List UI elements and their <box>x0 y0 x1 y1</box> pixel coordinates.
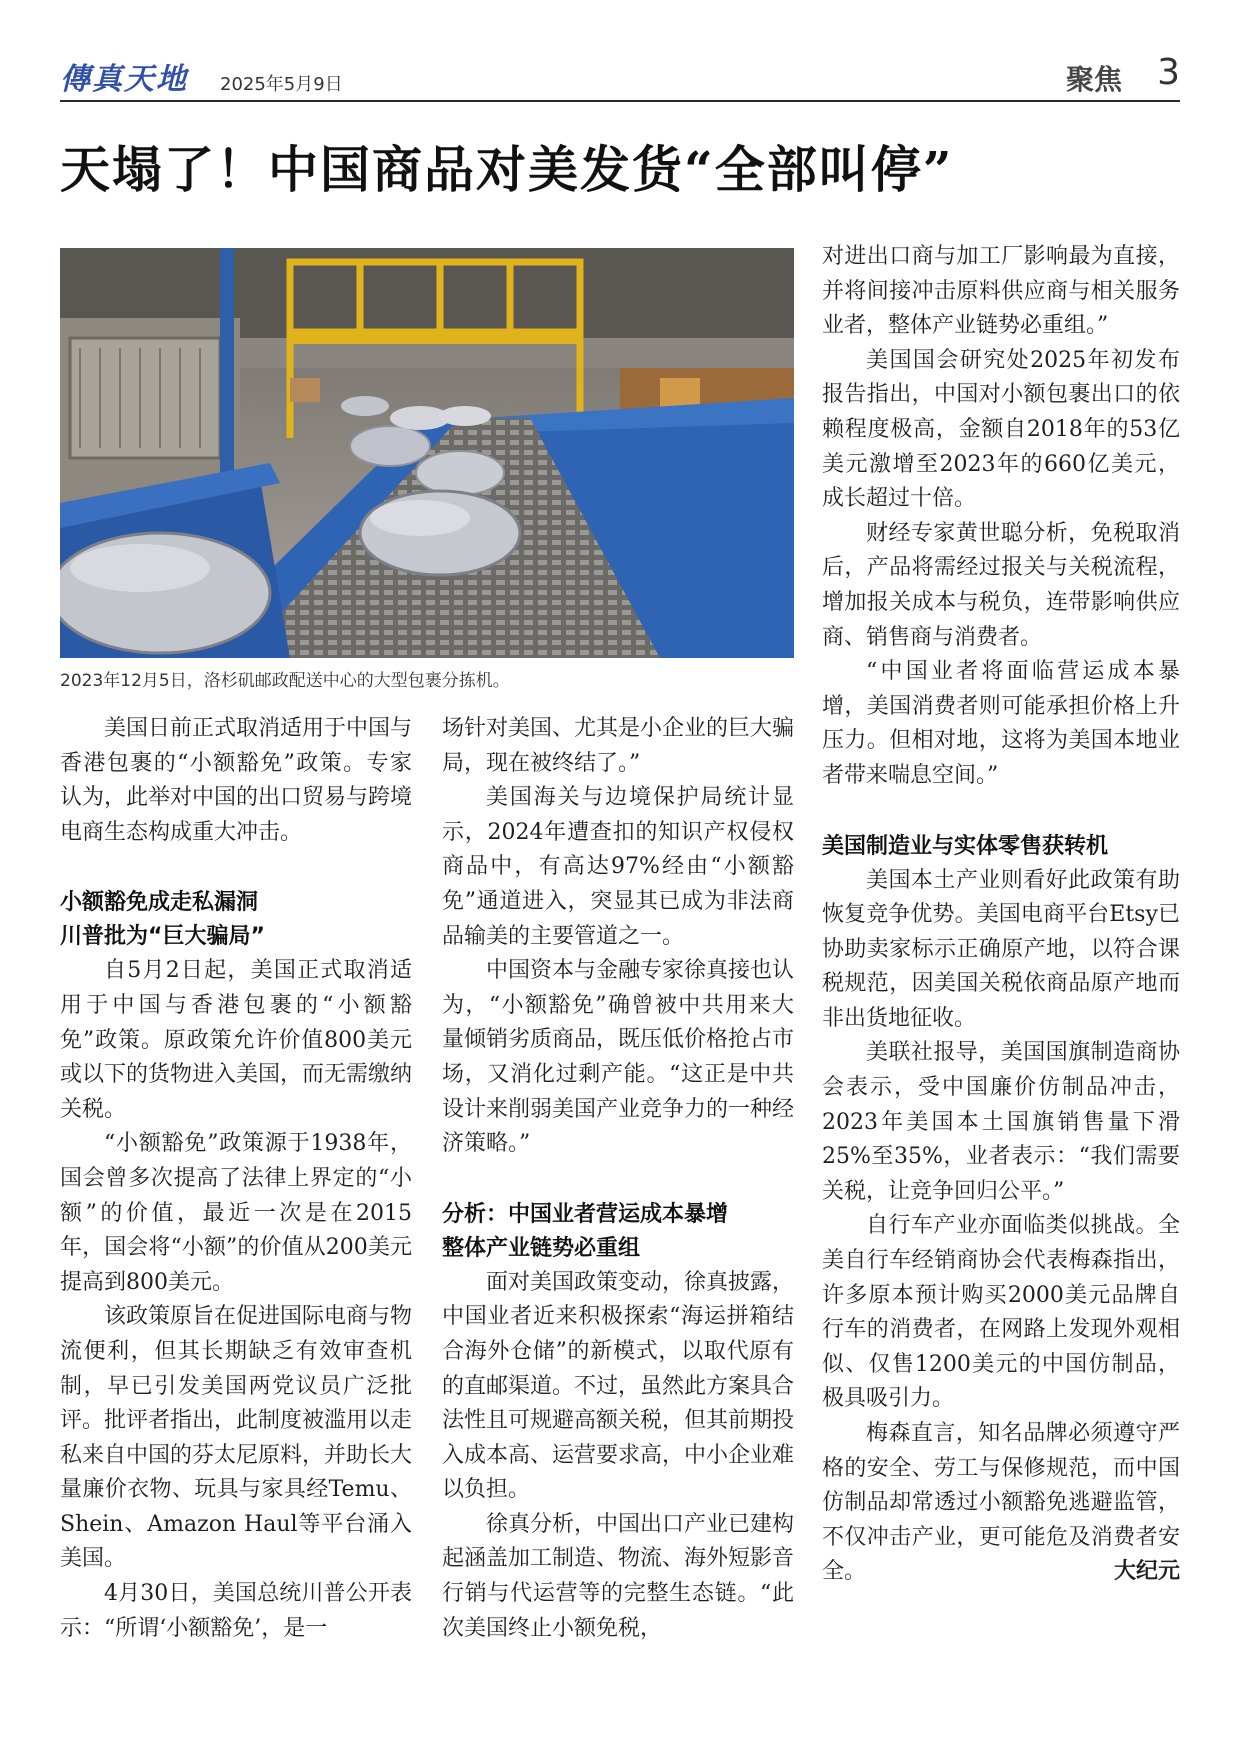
photo-caption: 2023年12月5日，洛杉矶邮政配送中心的大型包裹分拣机。 <box>60 671 510 691</box>
subheading-3: 美国制造业与实体零售获转机 <box>822 833 1109 859</box>
sorting-conveyor-illustration <box>60 248 794 658</box>
body-paragraph: 美联社报导，美国国旗制造商协会表示，受中国廉价仿制品冲击，2023年美国本土国旗销售量下滑25%至35%，业者表示：“我们需要关税，让竞争回归公平。” <box>822 1040 1180 1204</box>
body-paragraph: 财经专家黄世聪分析，免税取消后，产品将需经过报关与关税流程，增加报关成本与税负，连带影响供应商、销售商与消费者。 <box>822 520 1180 650</box>
body-paragraph: 中国资本与金融专家徐真接也认为，“小额豁免”确曾被中共用来大量倾销劣质商品，既压低价格抢占市场，又消化过剩产能。“这正是中共设计来削弱美国产业竞争力的一种经济策略。” <box>442 958 795 1157</box>
body-paragraph: 美国本土产业则看好此政策有助恢复竞争优势。美国电商平台Etsy已协助卖家标示正确原产地，以符合课税规范，因美国关税依商品原产地而非出货地征收。 <box>822 867 1180 1031</box>
page-number: 3 <box>1157 52 1180 93</box>
article-column-3 <box>822 240 1180 1590</box>
subheading-2-line-1: 分析：中国业者营运成本暴增 <box>442 1201 729 1227</box>
byline: 大纪元 <box>1113 1559 1180 1585</box>
article-photo <box>60 248 794 658</box>
intro-paragraph: 美国日前正式取消适用于中国与香港包裹的“小额豁免”政策。专家认为，此举对中国的出口贸易与跨境电商生态构成重大冲击。 <box>60 716 413 845</box>
body-paragraph: 徐真分析，中国出口产业已建构起涵盖加工制造、物流、海外短影音行销与代运营等的完整生态链。“此次美国终止小额免税， <box>442 1511 795 1641</box>
subheading-1-line-2: 川普批为“巨大骗局” <box>60 924 265 950</box>
body-paragraph: “小额豁免”政策源于1938年，国会曾多次提高了法律上界定的“小额”的价值，最近一次是在2015年，国会将“小额”的价值从200美元提高到800美元。 <box>60 1131 412 1295</box>
masthead <box>60 48 1180 102</box>
body-paragraph: 面对美国政策变动，徐真披露，中国业者近来积极探索“海运拼箱结合海外仓储”的新模式，以取代原有的直邮渠道。不过，虽然此方案具合法性且可规避高额关税，但其前期投入成本高、运营要求高，中小企业难以负担。 <box>442 1269 795 1503</box>
body-paragraph-continued: 场针对美国、尤其是小企业的巨大骗局，现在被终结了。” <box>442 716 795 776</box>
newspaper-name: 傳真天地 <box>60 62 188 97</box>
body-paragraph: 该政策原旨在促进国际电商与物流便利，但其长期缺乏有效审查机制，早已引发美国两党议员广泛批评。批评者指出，此制度被滥用以走私来自中国的芬太尼原料，并助长大量廉价衣物、玩具与家具经Temu、Shein、Amazon Haul等平台涌入美国。 <box>60 1304 413 1572</box>
body-paragraph: 自行车产业亦面临类似挑战。全美自行车经销商协会代表梅森指出，许多原本预计购买2000美元品牌自行车的消费者，在网路上发现外观相似、仅售1200美元的中国仿制品，极具吸引力。 <box>822 1213 1180 1412</box>
section-name: 聚焦 <box>1065 63 1122 96</box>
article-column-2 <box>442 712 794 1646</box>
subheading-2-line-2: 整体产业链势必重组 <box>442 1235 641 1261</box>
body-paragraph-continued: 对进出口商与加工厂影响最为直接，并将间接冲击原料供应商与相关服务业者，整体产业链势必重组。” <box>822 244 1180 339</box>
final-paragraph-text: 梅森直言，知名品牌必须遵守严格的安全、劳工与保修规范，而中国仿制品却常透过小额豁免逃避监管，不仅冲击产业，更可能危及消费者安全。 <box>822 1421 1180 1585</box>
body-paragraph: “中国业者将面临营运成本暴增，美国消费者则可能承担价格上升压力。但相对地，这将为美国本地业者带来喘息空间。” <box>822 659 1180 788</box>
body-paragraph: 美国海关与边境保护局统计显示，2024年遭查扣的知识产权侵权商品中，有高达97%经由“小额豁免”通道进入，突显其已成为非法商品输美的主要管道之一。 <box>442 785 794 949</box>
article-column-1 <box>60 712 412 1646</box>
body-paragraph: 4月30日，美国总统川普公开表示：“所谓‘小额豁免’，是一 <box>60 1581 412 1641</box>
issue-date: 2025年5月9日 <box>220 74 343 95</box>
subheading-1-line-1: 小额豁免成走私漏洞 <box>60 890 259 916</box>
headline: 天塌了！中国商品对美发货“全部叫停” <box>60 140 954 199</box>
body-paragraph: 自5月2日起，美国正式取消适用于中国与香港包裹的“小额豁免”政策。原政策允许价值800美元或以下的货物进入美国，而无需缴纳关税。 <box>60 958 413 1122</box>
body-paragraph <box>822 1417 1180 1590</box>
body-paragraph: 美国国会研究处2025年初发布报告指出，中国对小额包裹出口的依赖程度极高，金额自2018年的53亿美元激增至2023年的660亿美元，成长超过十倍。 <box>822 347 1180 512</box>
